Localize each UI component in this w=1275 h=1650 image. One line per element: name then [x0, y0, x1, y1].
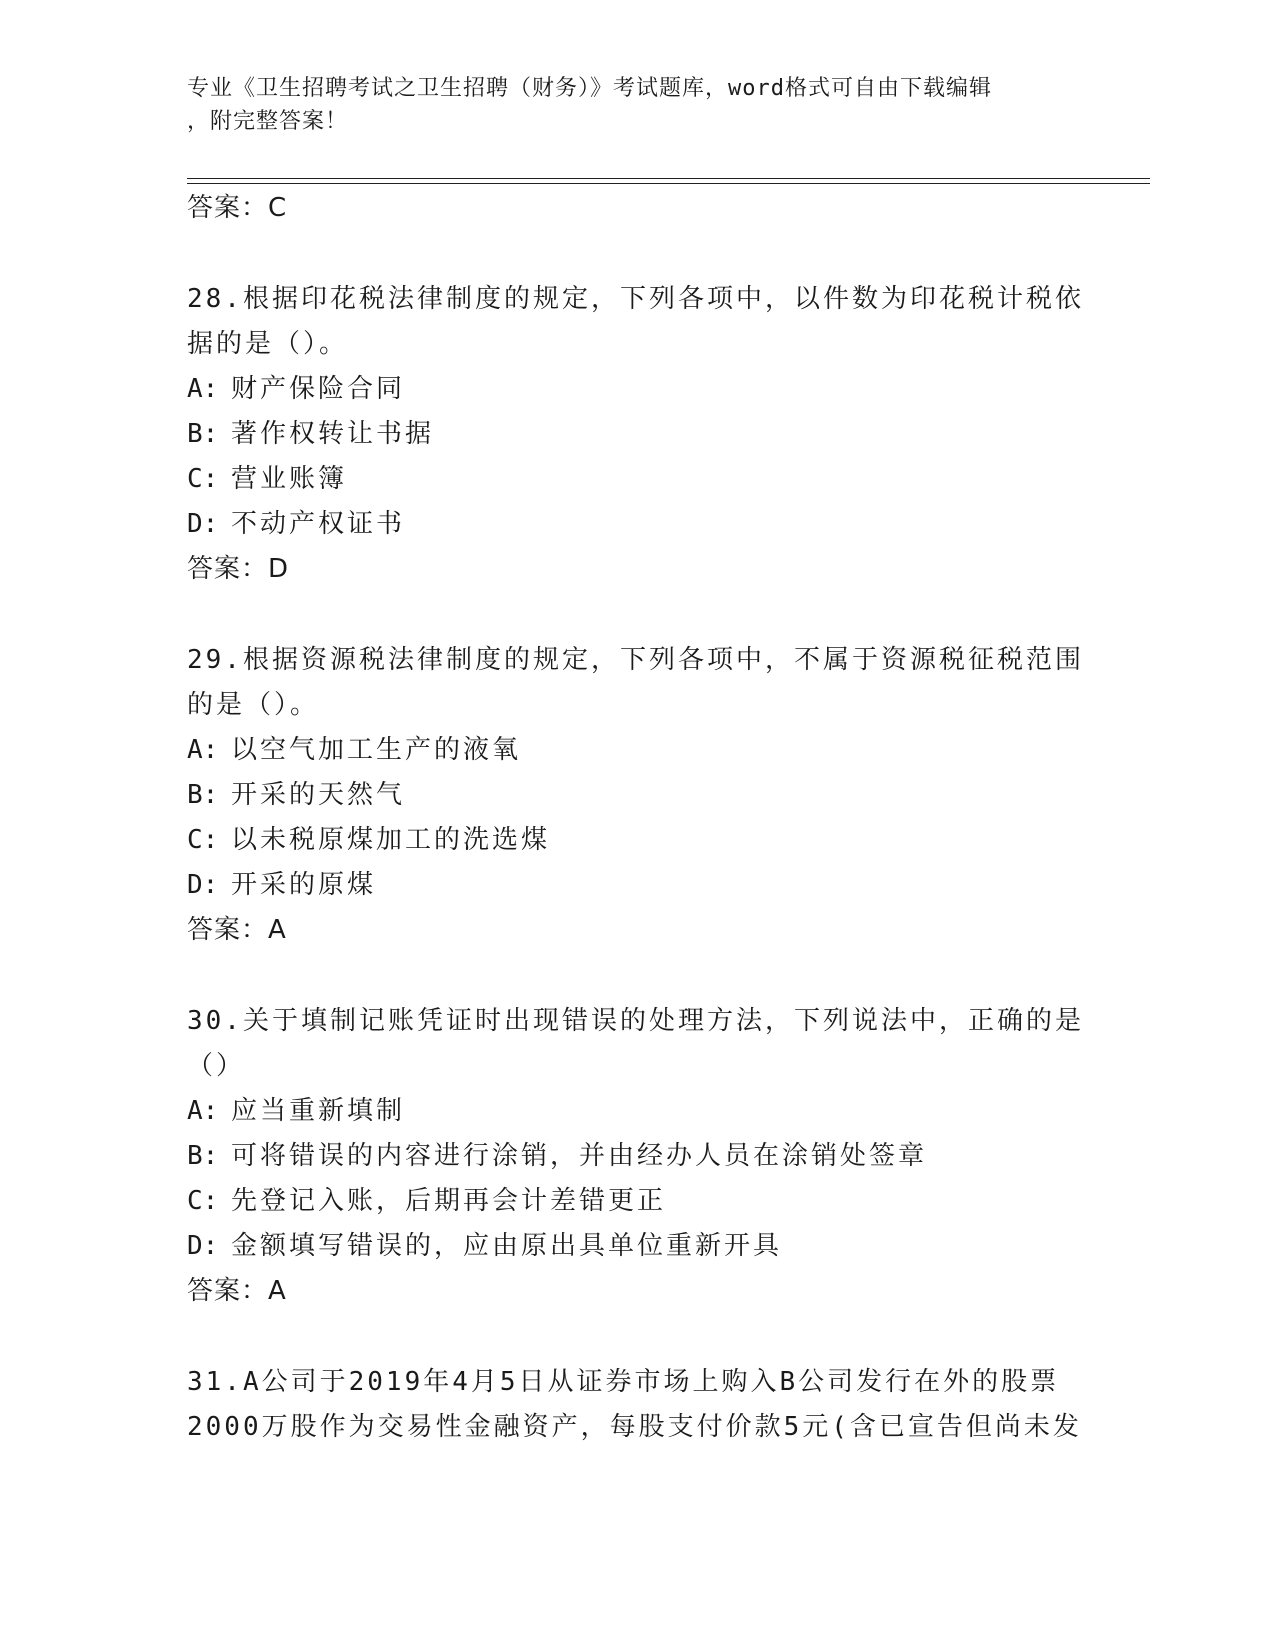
- header-line-2: ，附完整答案！: [187, 109, 349, 134]
- option-letter: C:: [187, 464, 219, 494]
- question-stem-line: 2000万股作为交易性金融资产，每股支付价款5元(含已宣告但尚未发: [187, 1412, 1082, 1442]
- option-text: 开采的天然气: [231, 780, 406, 810]
- option-text: 开采的原煤: [231, 870, 377, 900]
- option-letter: D:: [187, 1231, 219, 1261]
- option-text: 不动产权证书: [231, 509, 406, 539]
- header-divider-top: [187, 178, 1150, 179]
- option-letter: A:: [187, 735, 219, 765]
- option-b: [187, 773, 1087, 818]
- option-text: 著作权转让书据: [231, 419, 435, 449]
- option-a: [187, 367, 1087, 412]
- question-stem-line: 30.关于填制记账凭证时出现错误的处理方法，下列说法中，正确的是: [187, 1006, 1084, 1036]
- question-stem-line: 28.根据印花税法律制度的规定，下列各项中，以件数为印花税计税依: [187, 284, 1084, 314]
- option-d: [187, 502, 1087, 547]
- question-31: [187, 1360, 1087, 1450]
- header-line-1: 专业《卫生招聘考试之卫生招聘（财务）》考试题库，word格式可自由下载编辑: [187, 76, 992, 101]
- option-letter: D:: [187, 509, 219, 539]
- answer-30: 答案：A: [187, 1276, 287, 1306]
- option-letter: D:: [187, 870, 219, 900]
- question-stem-line: （）: [187, 1051, 246, 1081]
- option-b: [187, 412, 1087, 457]
- question-stem-line: 的是（）。: [187, 690, 320, 720]
- header-divider-bottom: [187, 183, 1150, 184]
- option-c: [187, 457, 1087, 502]
- question-stem-line: 29.根据资源税法律制度的规定，下列各项中，不属于资源税征税范围: [187, 645, 1084, 675]
- option-a: [187, 1089, 1087, 1134]
- question-30: [187, 999, 1087, 1314]
- question-stem-line: 31.A公司于2019年4月5日从证券市场上购入B公司发行在外的股票: [187, 1367, 1060, 1397]
- option-letter: B:: [187, 1141, 219, 1171]
- option-letter: A:: [187, 1096, 219, 1126]
- option-text: 先登记入账，后期再会计差错更正: [231, 1186, 667, 1216]
- option-letter: C:: [187, 1186, 219, 1216]
- option-text: 财产保险合同: [231, 374, 406, 404]
- question-28: [187, 277, 1087, 592]
- option-a: [187, 728, 1087, 773]
- option-letter: A:: [187, 374, 219, 404]
- option-text: 金额填写错误的，应由原出具单位重新开具: [231, 1231, 783, 1261]
- option-b: [187, 1134, 1087, 1179]
- question-stem-line: 据的是（）。: [187, 329, 349, 359]
- option-text: 应当重新填制: [231, 1096, 406, 1126]
- option-letter: B:: [187, 419, 219, 449]
- option-text: 可将错误的内容进行涂销，并由经办人员在涂销处签章: [231, 1141, 928, 1171]
- option-letter: C:: [187, 825, 219, 855]
- option-text: 营业账簿: [231, 464, 348, 494]
- option-d: [187, 1224, 1087, 1269]
- question-29: [187, 638, 1087, 953]
- answer-28: 答案：D: [187, 554, 290, 584]
- option-text: 以空气加工生产的液氧: [231, 735, 522, 765]
- document-header: [187, 72, 1067, 138]
- answer-27: 答案：C: [187, 193, 288, 223]
- option-c: [187, 1179, 1087, 1224]
- question-list: [187, 186, 1087, 1450]
- option-letter: B:: [187, 780, 219, 810]
- option-d: [187, 863, 1087, 908]
- option-c: [187, 818, 1087, 863]
- option-text: 以未税原煤加工的洗选煤: [231, 825, 551, 855]
- answer-29: 答案：A: [187, 915, 287, 945]
